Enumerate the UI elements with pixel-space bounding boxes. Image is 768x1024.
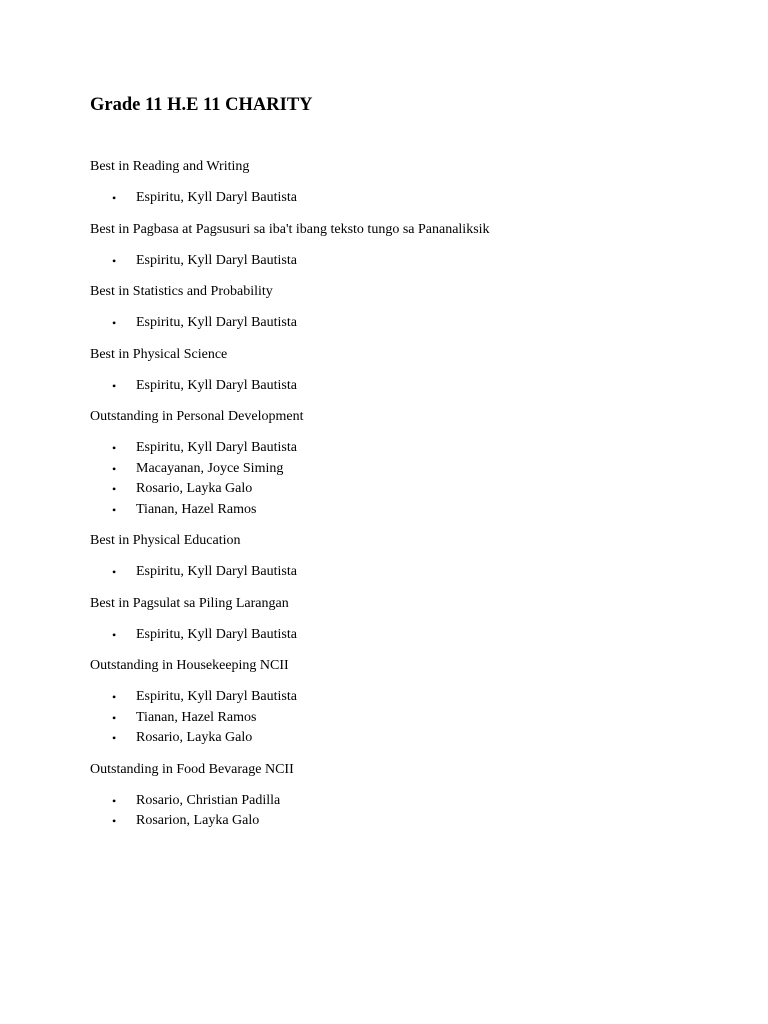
winner-list-item (90, 313, 730, 334)
winner-list-item (90, 791, 730, 812)
winner-list (90, 562, 730, 583)
winner-list (90, 791, 730, 832)
award-category-heading: Best in Pagbasa at Pagsusuri sa iba't ibang teksto tungo sa Pananaliksik (90, 221, 490, 237)
winner-name: Rosarion, Layka Galo (136, 813, 260, 828)
winner-list-item (90, 188, 730, 209)
award-category-heading: Best in Physical Education (90, 533, 241, 548)
winner-name: Espiritu, Kyll Daryl Bautista (136, 190, 297, 205)
winner-name: Rosario, Christian Padilla (136, 792, 281, 808)
winner-list-item (90, 562, 730, 583)
winner-list (90, 687, 730, 749)
winner-name: Tianan, Hazel Ramos (136, 501, 257, 517)
bullet-icon: • (112, 731, 117, 745)
winner-list-item (90, 708, 730, 729)
winner-list-item (90, 438, 730, 459)
award-category (90, 595, 730, 646)
winner-list-item (90, 811, 730, 832)
award-category (90, 346, 730, 397)
winner-list-item (90, 687, 730, 708)
bullet-icon: • (112, 814, 117, 828)
winner-list (90, 438, 730, 520)
award-category (90, 657, 730, 749)
award-category-heading: Best in Reading and Writing (90, 159, 250, 174)
award-category-heading: Best in Pagsulat sa Piling Larangan (90, 595, 289, 611)
award-category (90, 532, 730, 583)
winner-list (90, 625, 730, 646)
bullet-icon: • (112, 565, 117, 579)
bullet-icon: • (112, 461, 117, 476)
bullet-icon: • (112, 441, 117, 455)
winner-list-item (90, 500, 730, 521)
winner-list-item (90, 625, 730, 646)
winner-name: Macayanan, Joyce Siming (136, 460, 284, 476)
award-category-heading: Best in Physical Science (90, 346, 228, 362)
bullet-icon: • (112, 690, 117, 704)
winner-name: Tianan, Hazel Ramos (136, 709, 257, 725)
award-category-heading: Outstanding in Food Bevarage NCII (90, 761, 294, 777)
winner-name: Espiritu, Kyll Daryl Bautista (136, 377, 297, 393)
document-page (90, 94, 730, 844)
winner-list-item (90, 479, 730, 500)
bullet-icon: • (112, 378, 117, 393)
winner-list (90, 188, 730, 209)
bullet-icon: • (112, 253, 117, 268)
winner-name: Rosario, Layka Galo (136, 481, 253, 496)
award-category-heading: Outstanding in Housekeeping NCII (90, 658, 289, 673)
bullet-icon: • (112, 502, 117, 517)
award-categories (90, 158, 730, 832)
winner-list-item (90, 459, 730, 480)
bullet-icon: • (112, 710, 117, 725)
winner-name: Espiritu, Kyll Daryl Bautista (136, 440, 297, 455)
winner-name: Espiritu, Kyll Daryl Bautista (136, 564, 297, 579)
winner-name: Espiritu, Kyll Daryl Bautista (136, 315, 297, 330)
winner-list (90, 251, 730, 272)
award-category-heading: Outstanding in Personal Development (90, 409, 304, 424)
winner-list (90, 313, 730, 334)
award-category (90, 761, 730, 832)
award-category (90, 221, 730, 272)
bullet-icon: • (112, 793, 117, 808)
award-category (90, 158, 730, 209)
winner-list-item (90, 251, 730, 272)
bullet-icon: • (112, 482, 117, 496)
award-category-heading: Best in Statistics and Probability (90, 284, 273, 299)
winner-name: Espiritu, Kyll Daryl Bautista (136, 689, 297, 704)
winner-name: Rosario, Layka Galo (136, 730, 253, 745)
document-title: Grade 11 H.E 11 CHARITY (90, 95, 313, 115)
winner-list-item (90, 728, 730, 749)
bullet-icon: • (112, 627, 117, 642)
award-category (90, 408, 730, 520)
winner-name: Espiritu, Kyll Daryl Bautista (136, 626, 297, 642)
winner-list (90, 376, 730, 397)
bullet-icon: • (112, 191, 117, 205)
award-category (90, 283, 730, 334)
winner-list-item (90, 376, 730, 397)
winner-name: Espiritu, Kyll Daryl Bautista (136, 252, 297, 268)
bullet-icon: • (112, 316, 117, 330)
